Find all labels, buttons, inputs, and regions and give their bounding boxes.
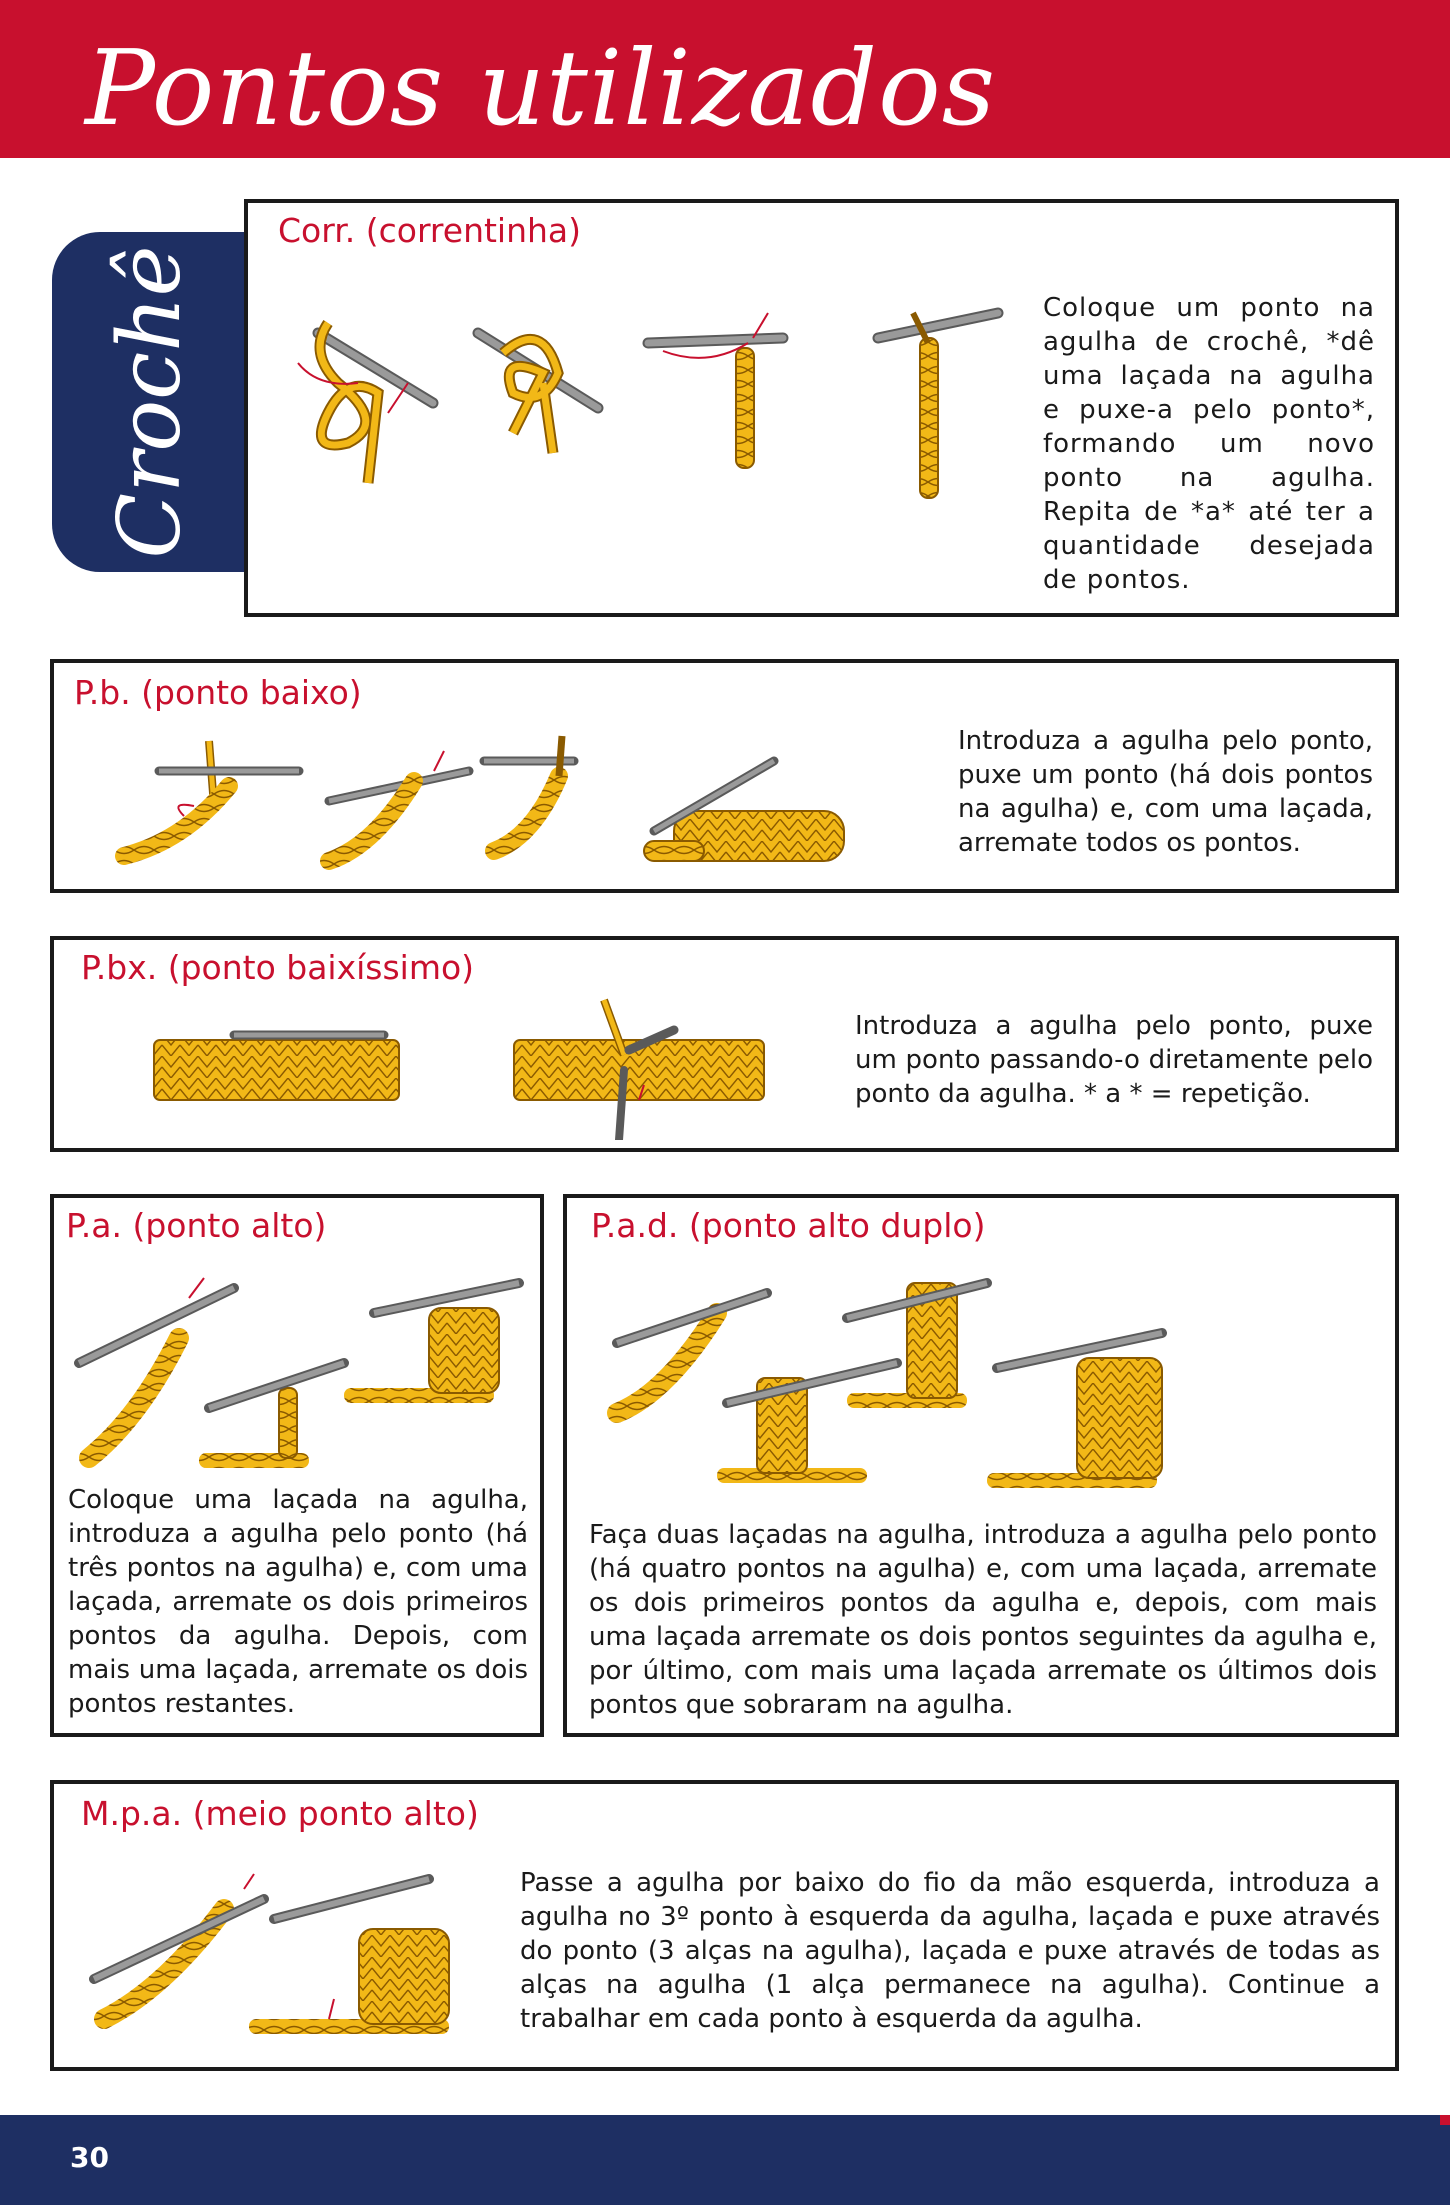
- chain-step-3: [648, 313, 783, 468]
- section-ponto-baixo: [50, 659, 1399, 893]
- section-meio-ponto-alto: [50, 1780, 1399, 2071]
- chain-step-2: [478, 333, 598, 453]
- section-description: Introduza a agulha pelo ponto, puxe um ponto passando-o diretamente pelo ponto da agulha. * a * = repetição.: [855, 1011, 1373, 1109]
- chain-step-1: [298, 323, 433, 483]
- sc-step-1: [124, 741, 299, 856]
- side-tab: [52, 232, 248, 572]
- dc-step-2: [199, 1363, 344, 1468]
- chain-stitch-illustration: [268, 293, 1008, 523]
- treble-crochet-illustration: [607, 1273, 1167, 1493]
- chain-step-4: [878, 313, 998, 498]
- slst-step-1: [154, 1035, 399, 1100]
- section-title: Corr. (correntinha): [278, 211, 582, 250]
- footer-mark: [1440, 2115, 1450, 2125]
- section-ponto-alto: [50, 1194, 544, 1737]
- sc-step-4: [644, 761, 844, 861]
- sc-step-2: [329, 751, 469, 861]
- section-ponto-alto-duplo: [563, 1194, 1399, 1737]
- section-description: Coloque uma laçada na agulha, introduza a agulha pelo ponto (há três pontos na agulha) e, com uma laçada, arremate os dois primeiros pontos da agulha. Depois, com mais uma laçada, arremate os dois pontos restantes.: [68, 1485, 528, 1719]
- hdc-step-2: [249, 1879, 449, 2034]
- side-tab-label: Crochê: [100, 245, 200, 559]
- section-description: Passe a agulha por baixo do fio da mão esquerda, introduza a agulha no 3º ponto à esquerda da agulha, laçada e puxe através do ponto (3 alças na agulha), laçada e puxe através de todas as alças na agulha (1 alça permanece na agulha). Continue a trabalhar em cada ponto à esquerda da agulha.: [520, 1868, 1380, 2034]
- section-title: P.bx. (ponto baixíssimo): [81, 948, 475, 987]
- hdc-step-1: [94, 1874, 264, 2019]
- section-description: Introduza a agulha pelo ponto, puxe um ponto (há dois pontos na agulha) e, com uma laçada, arremate todos os pontos.: [958, 726, 1373, 858]
- half-double-crochet-illustration: [84, 1869, 504, 2039]
- section-description: Faça duas laçadas na agulha, introduza a agulha pelo ponto (há quatro pontos na agulha) e, com uma laçada, arremate os dois primeiros pontos da agulha e, depois, com mais uma laçada arremate os dois pontos seguintes da agulha e, por último, com mais uma laçada arremate os últimos dois pontos que sobraram na agulha.: [589, 1520, 1377, 1720]
- header-banner: [0, 0, 1450, 158]
- double-crochet-illustration: [69, 1268, 529, 1468]
- footer-bar: [0, 2115, 1450, 2205]
- section-title: M.p.a. (meio ponto alto): [81, 1794, 479, 1833]
- single-crochet-illustration: [114, 731, 874, 871]
- slst-step-2: [514, 1000, 764, 1140]
- section-title: P.a.d. (ponto alto duplo): [591, 1206, 986, 1245]
- section-description: Coloque um ponto na agulha de crochê, *dê uma laçada na agulha e puxe-a pelo ponto*, formando um novo ponto na agulha. Repita de *a* até ter a quantidade desejada de pontos.: [1043, 293, 1375, 595]
- dc-step-1: [79, 1278, 234, 1458]
- section-correntinha: [244, 199, 1399, 617]
- slip-stitch-illustration: [144, 990, 784, 1140]
- section-title: P.b. (ponto baixo): [74, 673, 362, 712]
- sc-step-3: [484, 736, 574, 851]
- page-title: Pontos utilizados: [85, 27, 997, 149]
- section-title: P.a. (ponto alto): [66, 1206, 327, 1245]
- section-ponto-baixissimo: [50, 936, 1399, 1152]
- tr-step-4: [987, 1333, 1162, 1488]
- tr-step-2: [717, 1363, 897, 1483]
- dc-step-3: [344, 1283, 519, 1403]
- tr-step-3: [847, 1283, 987, 1408]
- page-number: 30: [70, 2141, 109, 2174]
